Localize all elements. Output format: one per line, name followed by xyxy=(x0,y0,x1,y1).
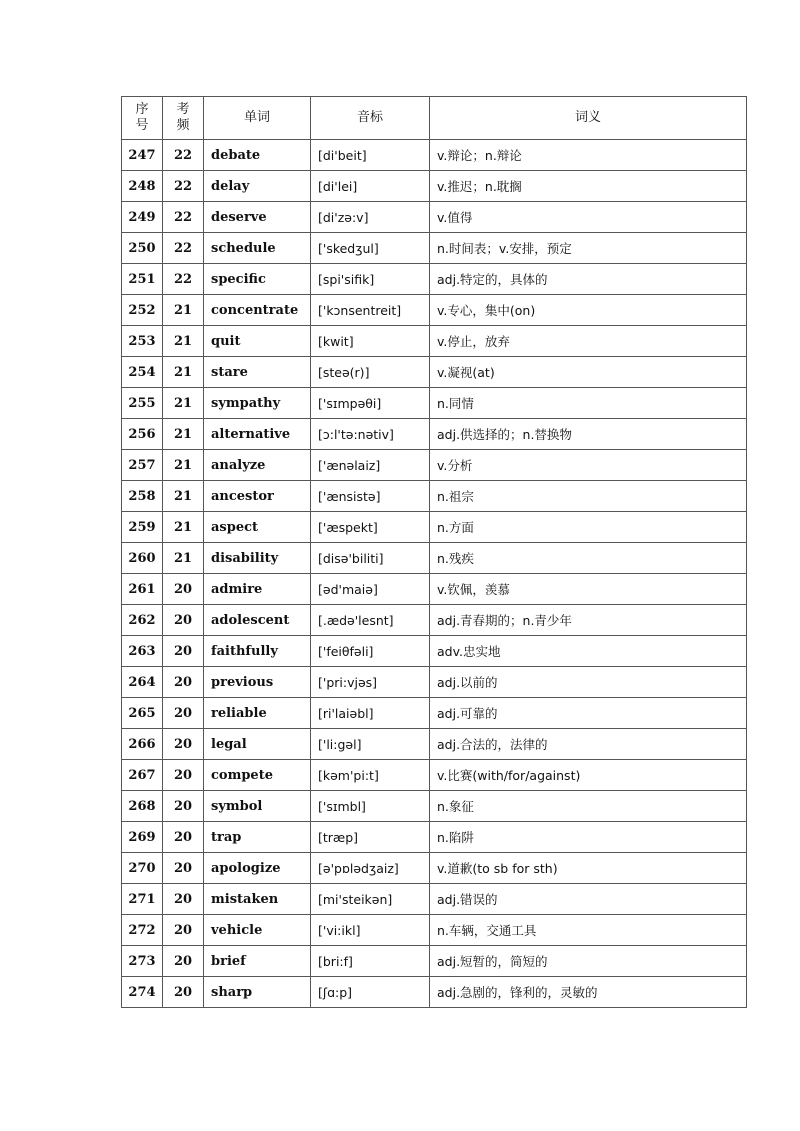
row-number-cell: 253 xyxy=(122,326,163,357)
row-frequency-cell: 21 xyxy=(163,388,204,419)
table-row xyxy=(122,388,747,419)
row-meaning-cell: v.钦佩，羡慕 xyxy=(430,574,747,605)
row-word-cell: quit xyxy=(204,326,311,357)
row-frequency-cell: 20 xyxy=(163,822,204,853)
table-row xyxy=(122,481,747,512)
row-frequency-cell: 20 xyxy=(163,667,204,698)
row-frequency-cell: 21 xyxy=(163,326,204,357)
row-word-cell: concentrate xyxy=(204,295,311,326)
row-meaning-cell: adj.错误的 xyxy=(430,884,747,915)
row-word-cell: sharp xyxy=(204,977,311,1008)
row-meaning-cell: adv.忠实地 xyxy=(430,636,747,667)
row-phonetic-cell: [ʃɑ:p] xyxy=(311,977,430,1008)
row-number-cell: 264 xyxy=(122,667,163,698)
row-meaning-cell: n.残疾 xyxy=(430,543,747,574)
row-frequency-cell: 20 xyxy=(163,729,204,760)
row-frequency-cell: 21 xyxy=(163,543,204,574)
row-frequency-cell: 20 xyxy=(163,574,204,605)
row-frequency-cell: 22 xyxy=(163,171,204,202)
row-phonetic-cell: [steə(r)] xyxy=(311,357,430,388)
row-number-cell: 249 xyxy=(122,202,163,233)
row-number-cell: 261 xyxy=(122,574,163,605)
row-word-cell: admire xyxy=(204,574,311,605)
row-number-cell: 272 xyxy=(122,915,163,946)
table-body xyxy=(122,140,747,1008)
row-number-cell: 256 xyxy=(122,419,163,450)
row-number-cell: 251 xyxy=(122,264,163,295)
row-meaning-cell: v.推迟；n.耽搁 xyxy=(430,171,747,202)
row-frequency-cell: 22 xyxy=(163,233,204,264)
table-header-row xyxy=(122,97,747,140)
table-row xyxy=(122,946,747,977)
row-phonetic-cell: ['skedʒul] xyxy=(311,233,430,264)
row-phonetic-cell: [kwit] xyxy=(311,326,430,357)
row-phonetic-cell: ['æspekt] xyxy=(311,512,430,543)
row-word-cell: legal xyxy=(204,729,311,760)
row-meaning-cell: v.辩论；n.辩论 xyxy=(430,140,747,171)
row-phonetic-cell: ['li:gəl] xyxy=(311,729,430,760)
row-frequency-cell: 22 xyxy=(163,202,204,233)
header-index-line1: 序 xyxy=(135,102,149,117)
row-number-cell: 263 xyxy=(122,636,163,667)
row-phonetic-cell: [ə'pɒlədʒaiz] xyxy=(311,853,430,884)
row-frequency-cell: 22 xyxy=(163,140,204,171)
row-word-cell: aspect xyxy=(204,512,311,543)
header-word: 单词 xyxy=(204,97,311,140)
row-frequency-cell: 20 xyxy=(163,977,204,1008)
row-phonetic-cell: [əd'maiə] xyxy=(311,574,430,605)
row-meaning-cell: adj.短暂的，简短的 xyxy=(430,946,747,977)
table-row xyxy=(122,605,747,636)
row-meaning-cell: n.象征 xyxy=(430,791,747,822)
row-word-cell: apologize xyxy=(204,853,311,884)
row-frequency-cell: 20 xyxy=(163,791,204,822)
table-row xyxy=(122,667,747,698)
row-phonetic-cell: [bri:f] xyxy=(311,946,430,977)
table-row xyxy=(122,450,747,481)
row-word-cell: faithfully xyxy=(204,636,311,667)
row-meaning-cell: v.比赛(with/for/against) xyxy=(430,760,747,791)
row-meaning-cell: n.方面 xyxy=(430,512,747,543)
table-row xyxy=(122,357,747,388)
table-row xyxy=(122,295,747,326)
row-word-cell: schedule xyxy=(204,233,311,264)
row-phonetic-cell: ['vi:ikl] xyxy=(311,915,430,946)
row-phonetic-cell: ['pri:vjəs] xyxy=(311,667,430,698)
row-word-cell: alternative xyxy=(204,419,311,450)
row-meaning-cell: n.祖宗 xyxy=(430,481,747,512)
header-meaning: 词义 xyxy=(430,97,747,140)
row-word-cell: deserve xyxy=(204,202,311,233)
row-phonetic-cell: ['sɪmbl] xyxy=(311,791,430,822)
row-phonetic-cell: ['ænsistə] xyxy=(311,481,430,512)
row-frequency-cell: 21 xyxy=(163,357,204,388)
row-frequency-cell: 20 xyxy=(163,605,204,636)
table-row xyxy=(122,543,747,574)
row-phonetic-cell: [di'zə:v] xyxy=(311,202,430,233)
table-row xyxy=(122,233,747,264)
row-meaning-cell: v.道歉(to sb for sth) xyxy=(430,853,747,884)
row-phonetic-cell: [.ædə'lesnt] xyxy=(311,605,430,636)
row-word-cell: symbol xyxy=(204,791,311,822)
row-number-cell: 270 xyxy=(122,853,163,884)
row-number-cell: 274 xyxy=(122,977,163,1008)
row-frequency-cell: 21 xyxy=(163,481,204,512)
row-number-cell: 255 xyxy=(122,388,163,419)
row-frequency-cell: 20 xyxy=(163,698,204,729)
row-number-cell: 267 xyxy=(122,760,163,791)
row-meaning-cell: v.停止，放弃 xyxy=(430,326,747,357)
header-index xyxy=(122,97,163,140)
row-number-cell: 273 xyxy=(122,946,163,977)
table-row xyxy=(122,264,747,295)
row-word-cell: compete xyxy=(204,760,311,791)
row-phonetic-cell: [ɔ:l'tə:nətiv] xyxy=(311,419,430,450)
row-number-cell: 271 xyxy=(122,884,163,915)
table-row xyxy=(122,636,747,667)
row-frequency-cell: 20 xyxy=(163,915,204,946)
row-phonetic-cell: ['ænəlaiz] xyxy=(311,450,430,481)
row-word-cell: reliable xyxy=(204,698,311,729)
row-phonetic-cell: ['sɪmpəθi] xyxy=(311,388,430,419)
row-number-cell: 265 xyxy=(122,698,163,729)
row-phonetic-cell: [kəm'pi:t] xyxy=(311,760,430,791)
row-word-cell: sympathy xyxy=(204,388,311,419)
row-number-cell: 252 xyxy=(122,295,163,326)
table-row xyxy=(122,419,747,450)
row-number-cell: 250 xyxy=(122,233,163,264)
header-frequency xyxy=(163,97,204,140)
row-meaning-cell: v.分析 xyxy=(430,450,747,481)
table-row xyxy=(122,574,747,605)
row-word-cell: disability xyxy=(204,543,311,574)
row-phonetic-cell: [mi'steikən] xyxy=(311,884,430,915)
header-index-line2: 号 xyxy=(135,118,149,133)
row-meaning-cell: adj.特定的，具体的 xyxy=(430,264,747,295)
header-frequency-line1: 考 xyxy=(176,102,190,117)
row-meaning-cell: n.同情 xyxy=(430,388,747,419)
table-row xyxy=(122,698,747,729)
row-phonetic-cell: ['kɔnsentreit] xyxy=(311,295,430,326)
row-meaning-cell: n.时间表；v.安排，预定 xyxy=(430,233,747,264)
row-meaning-cell: v.专心，集中(on) xyxy=(430,295,747,326)
row-number-cell: 247 xyxy=(122,140,163,171)
row-word-cell: debate xyxy=(204,140,311,171)
row-meaning-cell: n.陷阱 xyxy=(430,822,747,853)
row-frequency-cell: 21 xyxy=(163,450,204,481)
table-row xyxy=(122,729,747,760)
table-row xyxy=(122,884,747,915)
row-word-cell: delay xyxy=(204,171,311,202)
row-number-cell: 257 xyxy=(122,450,163,481)
row-word-cell: ancestor xyxy=(204,481,311,512)
table-row xyxy=(122,140,747,171)
row-number-cell: 266 xyxy=(122,729,163,760)
row-frequency-cell: 20 xyxy=(163,853,204,884)
row-word-cell: specific xyxy=(204,264,311,295)
row-frequency-cell: 20 xyxy=(163,946,204,977)
row-phonetic-cell: [di'beit] xyxy=(311,140,430,171)
row-phonetic-cell: ['feiθfəli] xyxy=(311,636,430,667)
header-phonetic: 音标 xyxy=(311,97,430,140)
row-number-cell: 262 xyxy=(122,605,163,636)
row-meaning-cell: adj.可靠的 xyxy=(430,698,747,729)
header-frequency-line2: 频 xyxy=(176,118,190,133)
table-row xyxy=(122,853,747,884)
row-meaning-cell: n.车辆，交通工具 xyxy=(430,915,747,946)
row-phonetic-cell: [di'lei] xyxy=(311,171,430,202)
row-meaning-cell: adj.以前的 xyxy=(430,667,747,698)
table-row xyxy=(122,512,747,543)
row-meaning-cell: adj.供选择的；n.替换物 xyxy=(430,419,747,450)
row-word-cell: brief xyxy=(204,946,311,977)
row-meaning-cell: adj.合法的，法律的 xyxy=(430,729,747,760)
table-row xyxy=(122,202,747,233)
row-number-cell: 248 xyxy=(122,171,163,202)
row-frequency-cell: 22 xyxy=(163,264,204,295)
row-phonetic-cell: [træp] xyxy=(311,822,430,853)
row-meaning-cell: adj.急剧的，锋利的，灵敏的 xyxy=(430,977,747,1008)
table-row xyxy=(122,171,747,202)
row-phonetic-cell: [disə'biliti] xyxy=(311,543,430,574)
row-number-cell: 254 xyxy=(122,357,163,388)
row-frequency-cell: 21 xyxy=(163,295,204,326)
row-meaning-cell: v.值得 xyxy=(430,202,747,233)
table-row xyxy=(122,915,747,946)
row-phonetic-cell: [ri'laiəbl] xyxy=(311,698,430,729)
row-number-cell: 259 xyxy=(122,512,163,543)
row-word-cell: vehicle xyxy=(204,915,311,946)
table-row xyxy=(122,326,747,357)
row-frequency-cell: 20 xyxy=(163,884,204,915)
row-frequency-cell: 20 xyxy=(163,760,204,791)
row-number-cell: 260 xyxy=(122,543,163,574)
row-word-cell: analyze xyxy=(204,450,311,481)
row-word-cell: previous xyxy=(204,667,311,698)
table-row xyxy=(122,977,747,1008)
vocabulary-table xyxy=(121,96,747,1008)
row-meaning-cell: v.凝视(at) xyxy=(430,357,747,388)
table-row xyxy=(122,791,747,822)
row-meaning-cell: adj.青春期的；n.青少年 xyxy=(430,605,747,636)
row-number-cell: 268 xyxy=(122,791,163,822)
row-word-cell: adolescent xyxy=(204,605,311,636)
row-frequency-cell: 20 xyxy=(163,636,204,667)
row-word-cell: trap xyxy=(204,822,311,853)
row-number-cell: 269 xyxy=(122,822,163,853)
table-row xyxy=(122,760,747,791)
row-phonetic-cell: [spi'sifik] xyxy=(311,264,430,295)
row-word-cell: mistaken xyxy=(204,884,311,915)
row-frequency-cell: 21 xyxy=(163,419,204,450)
row-number-cell: 258 xyxy=(122,481,163,512)
row-frequency-cell: 21 xyxy=(163,512,204,543)
row-word-cell: stare xyxy=(204,357,311,388)
table-row xyxy=(122,822,747,853)
